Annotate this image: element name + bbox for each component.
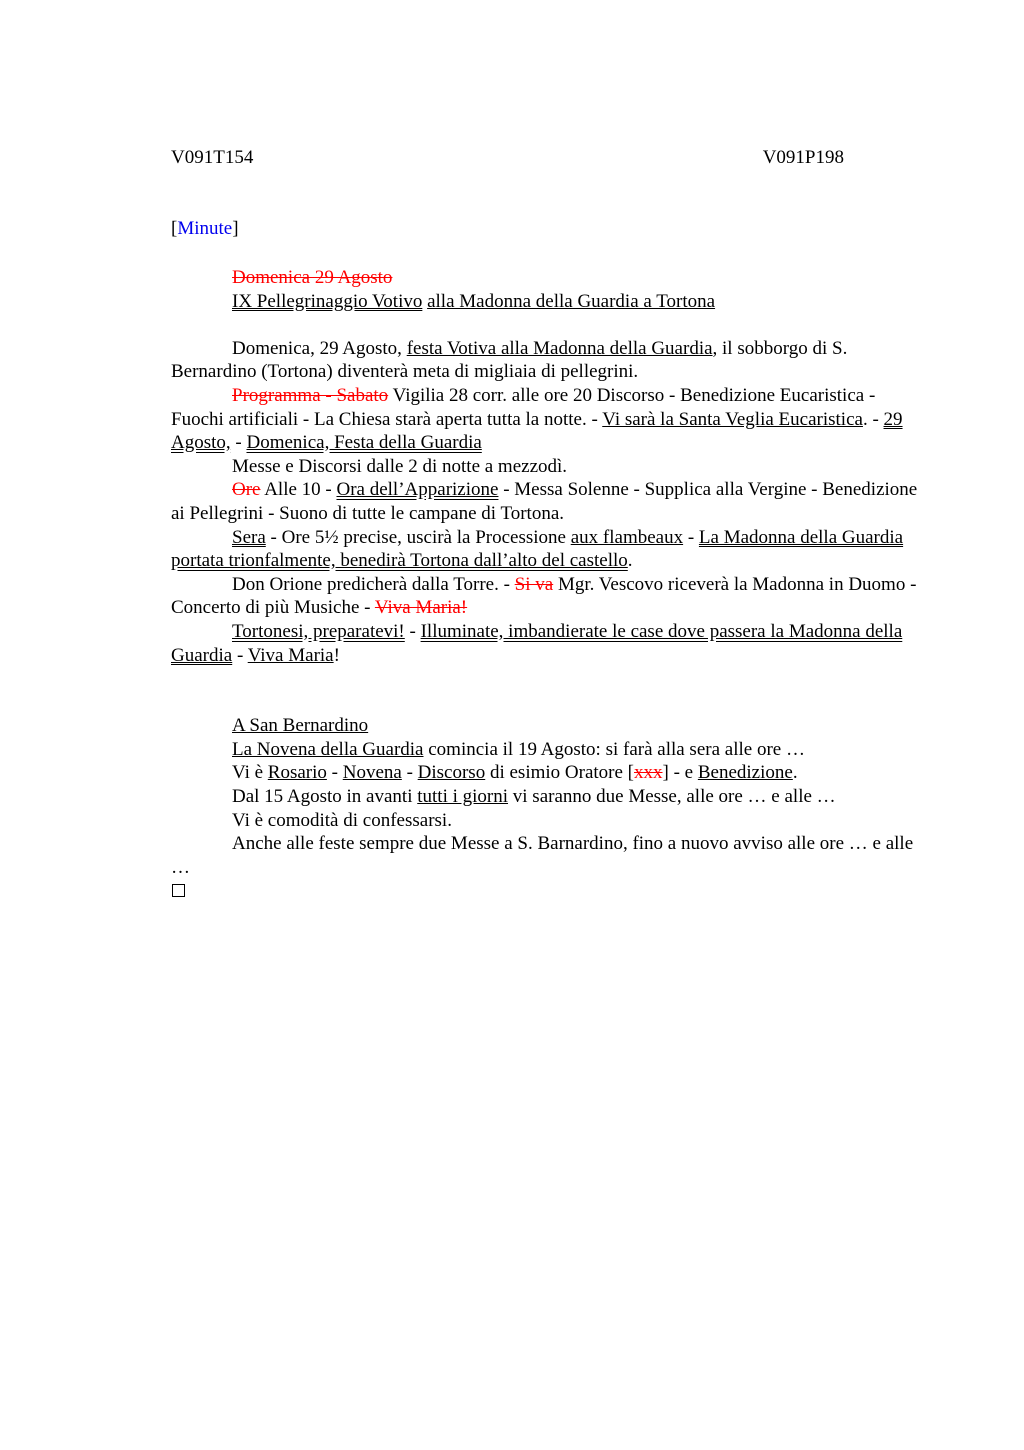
text-run: Vigilia 28 corr. alle ore 20 Discorso - Benedizione Eucaristica - Fuochi artificiali - La Chiesa starà aperta tutta la notte. - <box>171 384 876 430</box>
text-run: , il sobborgo di S. Bernardino (Tortona) diventerà meta di migliaia di pellegrini. <box>171 337 848 383</box>
text-run: - <box>409 620 416 642</box>
underlined-text: aux flambeaux <box>570 526 684 548</box>
bracket-close: ] <box>232 218 239 239</box>
deleted-text: Si va <box>514 573 554 595</box>
underlined-text: Discorso <box>417 762 486 784</box>
text-run: Don Orione predicherà dalla Torre. - <box>232 573 510 595</box>
underlined-text: Tortonesi, preparatevi! <box>232 620 405 642</box>
text-run: . <box>792 762 798 784</box>
text-run: comincia il 19 Agosto: si farà alla sera alle ore … <box>428 738 805 760</box>
square-icon <box>172 884 185 897</box>
text-run: - <box>236 644 244 666</box>
deleted-text: xxx <box>634 762 663 784</box>
header-right-code: V091P198 <box>762 147 844 168</box>
deleted-text: Viva Maria! <box>374 597 468 619</box>
underlined-text: Ora dell’Apparizione <box>336 479 499 501</box>
paragraph-7 <box>171 620 924 667</box>
underlined-text: IX Pellegrinaggio Votivo <box>232 290 423 312</box>
document-title <box>171 290 924 314</box>
text-run: di esimio Oratore [ <box>489 762 635 784</box>
paragraph-2 <box>171 384 924 455</box>
bracket-open: [ <box>171 218 178 239</box>
underlined-text: Novena <box>342 762 402 784</box>
text-run: - <box>230 432 242 454</box>
text-run: - Messa Solenne - Supplica alla Vergine - Benedizione ai Pellegrini - Suono di tutte le campane di Tortona. <box>171 479 918 524</box>
section-line-5: Anche alle feste sempre due Messe a S. Barnardino, fino a nuovo avviso alle ore … e alle … <box>171 833 914 878</box>
paragraph-1 <box>171 337 924 384</box>
text-run: - <box>406 762 413 784</box>
text-run: Vi è <box>232 762 264 784</box>
underlined-text: A San Bernardino <box>232 715 369 737</box>
underlined-text: 29 Agosto, <box>171 408 903 454</box>
section-title <box>171 714 924 738</box>
paragraph-6 <box>171 573 924 620</box>
underlined-text: Benedizione <box>697 762 793 784</box>
text-run: Alle 10 - <box>264 479 332 501</box>
text-run: ] - e <box>662 762 694 784</box>
text-run: . <box>627 550 633 572</box>
deleted-text: Ore <box>232 479 261 501</box>
underlined-text: festa Votiva alla Madonna della Guardia <box>406 337 713 359</box>
paragraph-4 <box>171 478 924 525</box>
title-deleted-line <box>171 266 924 290</box>
underlined-text: Domenica, Festa della Guardia <box>246 432 482 454</box>
underlined-text: alla Madonna della Guardia a Tortona <box>427 290 716 312</box>
underlined-text: Vi sarà la Santa Veglia Eucaristica <box>602 408 863 430</box>
text-run: Dal 15 Agosto in avanti <box>232 786 413 808</box>
end-marker-line <box>171 879 924 903</box>
minute-link[interactable]: Minute <box>177 218 233 239</box>
header-left-code: V091T154 <box>171 147 254 168</box>
document-body <box>171 266 924 903</box>
underlined-text: tutti i giorni <box>417 786 509 808</box>
paragraph-5 <box>171 526 924 573</box>
text-run: - <box>331 762 338 784</box>
underlined-text: La Madonna della Guardia portata trionfalmente, benedirà Tortona dall’alto del castello <box>171 526 904 572</box>
section-line-3 <box>171 785 924 809</box>
underlined-text: La Novena della Guardia <box>232 738 424 760</box>
underlined-text: Viva Maria <box>247 644 334 666</box>
underlined-text: Rosario <box>267 762 327 784</box>
section-line-2 <box>171 761 924 785</box>
underlined-text: Sera <box>232 526 266 548</box>
paragraph-3: Messe e Discorsi dalle 2 di notte a mezzodì. <box>232 455 568 477</box>
text-run: - Ore 5½ precise, uscirà la Processione <box>270 526 566 548</box>
deleted-text: Domenica 29 Agosto <box>232 267 393 288</box>
text-run: Domenica, 29 Agosto, <box>232 337 402 359</box>
text-run: ! <box>333 644 340 666</box>
minute-tag <box>171 217 239 241</box>
deleted-text: Programma - Sabato <box>232 384 389 406</box>
text-run: vi saranno due Messe, alle ore … e alle … <box>512 786 836 808</box>
underlined-text: Illuminate, imbandierate le case dove passera la Madonna della Guardia <box>171 620 903 666</box>
text-run: . - <box>862 408 879 430</box>
text-run: Mgr. Vescovo riceverà la Madonna in Duomo - Concerto di più Musiche - <box>171 573 917 619</box>
section-line-4: Vi è comodità di confessarsi. <box>232 809 452 831</box>
text-run: - <box>687 526 695 548</box>
section-line-1 <box>171 738 924 762</box>
